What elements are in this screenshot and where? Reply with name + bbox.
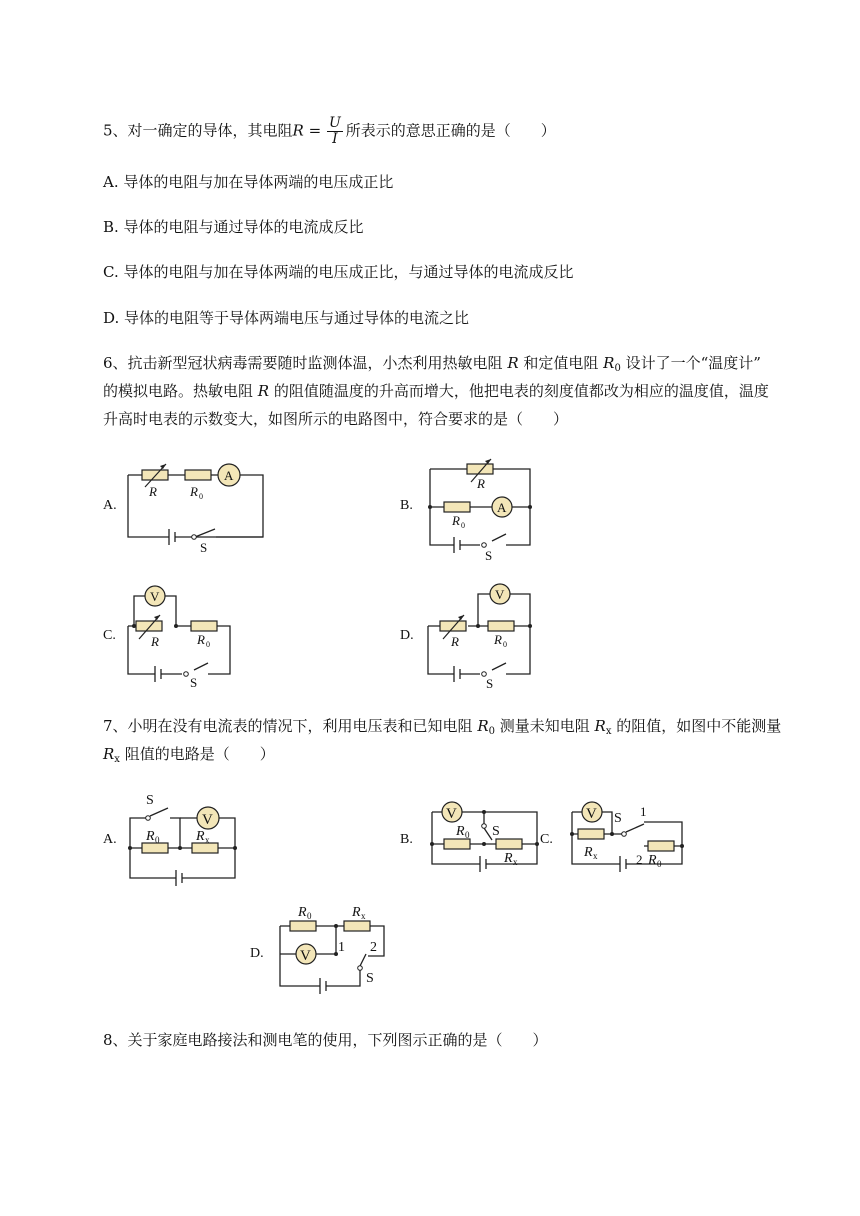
terminal-1-label: 1	[338, 940, 345, 955]
formula-R: R	[292, 121, 304, 140]
resistor-R0	[444, 839, 470, 849]
R0-label: R	[298, 905, 307, 920]
Rx-sub: x	[513, 857, 518, 867]
q6-stem-line2	[103, 381, 769, 401]
q7-R0: R	[477, 717, 489, 735]
rheostat-R	[142, 470, 168, 480]
q6-label-d: D.	[400, 628, 414, 643]
q6-stem-line1	[103, 353, 761, 379]
switch-label: S	[485, 548, 493, 563]
formula-fraction	[327, 116, 343, 147]
Rx-sub: x	[593, 851, 598, 861]
resistor-Rx	[344, 921, 370, 931]
Rx-sub: x	[361, 911, 366, 921]
Rx-label: R	[196, 829, 205, 844]
q6-R: R	[507, 354, 519, 372]
q7-circuit-b	[422, 798, 542, 888]
q6-circuit-c	[120, 582, 250, 692]
resistor-R0	[648, 841, 674, 851]
q5-stem-text: 5、对一确定的导体，其电阻	[103, 121, 293, 140]
R-label: R	[451, 634, 459, 649]
resistor-R0	[290, 921, 316, 931]
R0-label: R	[648, 853, 657, 868]
q7-circuit-d	[272, 904, 397, 1004]
q5-option-d: D. 导体的电阻等于导体两端电压与通过导体的电流之比	[103, 309, 470, 327]
formula-numerator: U	[328, 115, 341, 131]
voltmeter-label: V	[586, 806, 597, 822]
voltmeter-label: V	[202, 812, 213, 828]
q6-label-b: B.	[400, 498, 413, 513]
Rx-sub: x	[205, 835, 210, 845]
R0-sub: 0	[199, 492, 203, 501]
terminal-1-label: 1	[640, 804, 647, 819]
terminal-2-label: 2	[370, 940, 377, 955]
q7-text: 测量未知电阻	[495, 717, 595, 735]
q6-text: 的模拟电路。热敏电阻	[103, 382, 258, 400]
q6-text: 的阻值随温度的升高而增大，他把电表的刻度值都改为相应的温度值，温度	[269, 382, 769, 400]
switch-label: S	[486, 676, 494, 691]
switch-label: S	[190, 675, 198, 690]
q7-Rx-sub: x	[605, 726, 612, 737]
q7-circuit-a	[120, 790, 250, 890]
q5-stem	[103, 116, 556, 147]
q7-R0-sub: 0	[488, 726, 495, 737]
resistor-Rx	[578, 829, 604, 839]
rheostat-R	[440, 621, 466, 631]
q6-text: 6、抗击新型冠状病毒需要随时监测体温，小杰利用热敏电阻	[103, 354, 508, 372]
R0-label: R	[190, 484, 198, 499]
resistor-Rx	[496, 839, 522, 849]
switch-label: S	[614, 811, 622, 826]
R-label: R	[477, 476, 485, 491]
q5-option-c: C. 导体的电阻与加在导体两端的电压成正比，与通过导体的电流成反比	[103, 263, 574, 281]
q7-label-c: C.	[540, 832, 553, 847]
q8-stem: 8、关于家庭电路接法和测电笔的使用，下列图示正确的是（ ）	[103, 1031, 548, 1049]
formula-denominator: I	[332, 131, 338, 147]
R0-label: R	[146, 829, 155, 844]
rheostat-R	[136, 621, 162, 631]
formula-eq: =	[303, 121, 326, 140]
voltmeter-label: V	[495, 587, 505, 602]
R0-label: R	[494, 632, 502, 647]
q7-label-d: D.	[250, 946, 264, 961]
voltmeter-label: V	[446, 806, 457, 822]
resistor-R0	[185, 470, 211, 480]
R0-label: R	[197, 632, 205, 647]
q7-Rx-sub: x	[114, 754, 120, 765]
q7-Rx: R	[594, 717, 606, 735]
resistor-R0	[191, 621, 217, 631]
q7-label-a: A.	[103, 832, 117, 847]
q7-Rx: R	[103, 745, 115, 763]
R0-sub: 0	[307, 911, 312, 921]
R0-sub: 0	[503, 640, 507, 649]
voltmeter-label: V	[150, 589, 160, 604]
q6-text: 设计了一个“温度计”	[620, 354, 761, 372]
q6-label-a: A.	[103, 498, 117, 513]
q7-label-b: B.	[400, 832, 413, 847]
resistor-R0	[444, 502, 470, 512]
R0-sub: 0	[155, 835, 160, 845]
ammeter-label: A	[224, 468, 234, 483]
q7-circuit-c	[564, 798, 689, 888]
q6-label-c: C.	[103, 628, 116, 643]
ammeter-label: A	[497, 500, 507, 515]
q6-stem-line3: 升高时电表的示数变大，如图所示的电路图中，符合要求的是（ ）	[103, 410, 569, 428]
q6-text: 和定值电阻	[518, 354, 604, 372]
switch-label: S	[200, 540, 208, 555]
q6-R: R	[257, 382, 270, 400]
q7-text: 7、小明在没有电流表的情况下，利用电压表和已知电阻	[103, 717, 478, 735]
voltmeter-label: V	[300, 948, 311, 964]
R0-sub: 0	[465, 830, 470, 840]
R-label: R	[151, 634, 159, 649]
q5-option-a: A. 导体的电阻与加在导体两端的电压成正比	[103, 173, 394, 191]
Rx-label: R	[584, 845, 593, 860]
q6-circuit-b	[420, 455, 540, 565]
R0-sub: 0	[206, 640, 210, 649]
resistor-R0	[488, 621, 514, 631]
R0-sub: 0	[657, 859, 662, 869]
switch-label: S	[366, 971, 374, 986]
q7-text: 的阻值，如图中不能测量	[611, 717, 782, 735]
q6-R0: R	[603, 354, 615, 372]
q6-circuit-d	[418, 582, 548, 692]
R0-label: R	[452, 513, 460, 528]
R0-sub: 0	[461, 521, 465, 530]
q5-option-b: B. 导体的电阻与通过导体的电流成反比	[103, 218, 364, 236]
Rx-label: R	[504, 851, 513, 866]
terminal-2-label: 2	[636, 852, 643, 867]
switch-label: S	[146, 793, 154, 808]
switch-label: S	[492, 824, 500, 839]
q7-stem-line2	[103, 744, 275, 770]
q7-stem-line1	[103, 716, 781, 742]
q6-circuit-a	[120, 455, 270, 555]
R-label: R	[149, 484, 157, 499]
R0-label: R	[456, 824, 465, 839]
q7-text: 阻值的电路是（ ）	[119, 745, 275, 763]
q5-stem-tail: 所表示的意思正确的是（ ）	[345, 121, 556, 140]
q6-R0-sub: 0	[614, 363, 621, 374]
Rx-label: R	[352, 905, 361, 920]
